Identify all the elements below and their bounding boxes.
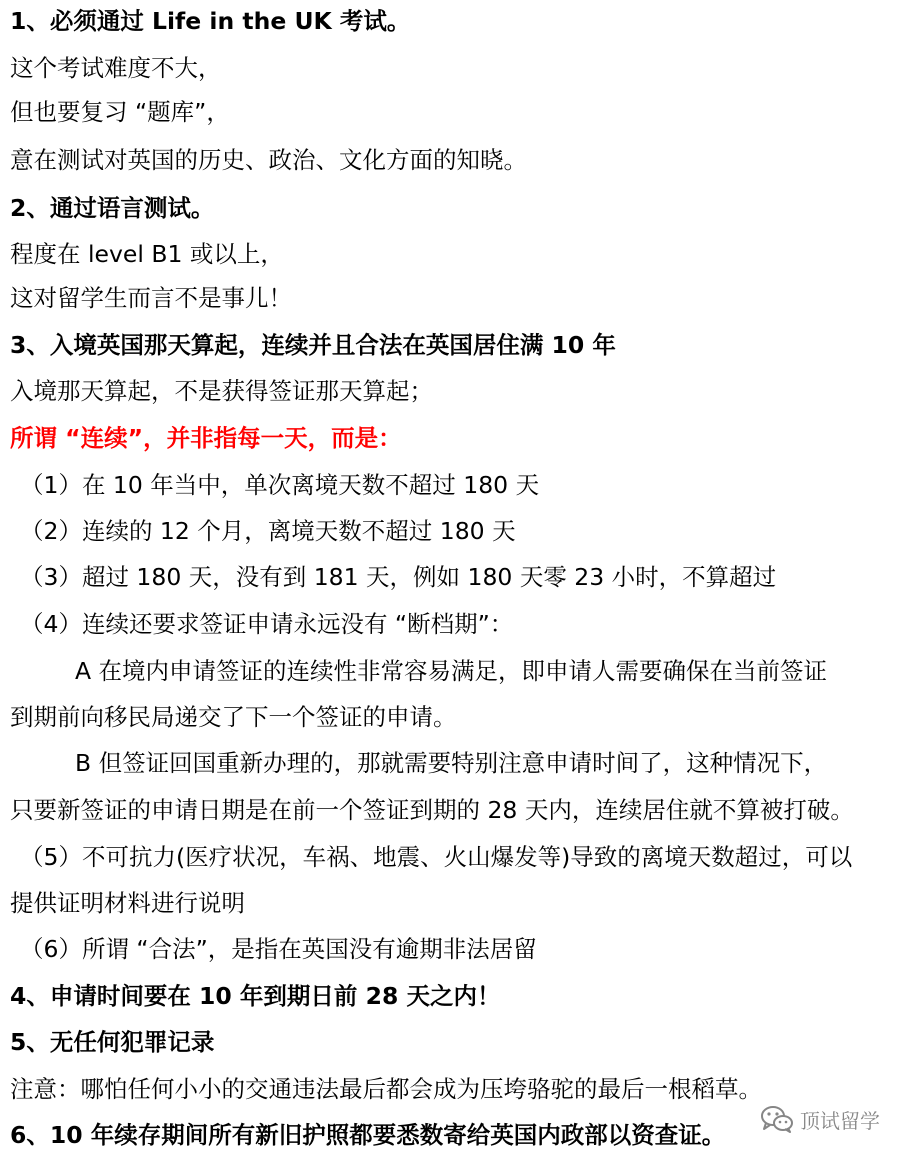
sub-item: B 但签证回国重新办理的，那就需要特别注意申请时间了，这种情况下， bbox=[75, 749, 828, 777]
heading-3: 3、入境英国那天算起，连续并且合法在英国居住满 10 年 bbox=[10, 331, 616, 359]
heading-1: 1、必须通过 Life in the UK 考试。 bbox=[10, 7, 411, 35]
text-line: 提供证明材料进行说明 bbox=[10, 889, 245, 917]
list-item: （4）连续还要求签证申请永远没有 “断档期”： bbox=[20, 610, 514, 638]
text-line: 这个考试难度不大， bbox=[10, 54, 222, 82]
sub-item: A 在境内申请签证的连续性非常容易满足，即申请人需要确保在当前签证 bbox=[75, 657, 828, 685]
heading-5: 5、无任何犯罪记录 bbox=[10, 1028, 215, 1056]
text-line: 到期前向移民局递交了下一个签证的申请。 bbox=[10, 703, 457, 731]
heading-2: 2、通过语言测试。 bbox=[10, 194, 215, 222]
heading-4: 4、申请时间要在 10 年到期日前 28 天之内！ bbox=[10, 982, 501, 1010]
list-item: （1）在 10 年当中，单次离境天数不超过 180 天 bbox=[20, 471, 540, 499]
list-item: （5）不可抗力(医疗状况，车祸、地震、火山爆发等)导致的离境天数超过，可以 bbox=[20, 843, 853, 871]
list-item: （6）所谓 “合法”，是指在英国没有逾期非法居留 bbox=[20, 935, 537, 963]
watermark bbox=[760, 1102, 880, 1136]
wechat-icon bbox=[760, 1104, 794, 1134]
text-line: 程度在 level B1 或以上， bbox=[10, 240, 284, 268]
list-item: （2）连续的 12 个月，离境天数不超过 180 天 bbox=[20, 517, 516, 545]
text-line: 只要新签证的申请日期是在前一个签证到期的 28 天内，连续居住就不算被打破。 bbox=[10, 796, 854, 824]
text-line: 意在测试对英国的历史、政治、文化方面的知晓。 bbox=[10, 146, 527, 174]
list-item: （3）超过 180 天，没有到 181 天，例如 180 天零 23 小时，不算超过 bbox=[20, 563, 777, 591]
heading-6: 6、10 年续存期间所有新旧护照都要悉数寄给英国内政部以资查证。 bbox=[10, 1121, 726, 1149]
text-line: 注意：哪怕任何小小的交通违法最后都会成为压垮骆驼的最后一根稻草。 bbox=[10, 1075, 762, 1103]
text-line: 但也要复习 “题库”， bbox=[10, 98, 230, 126]
highlight-line: 所谓 “连续”，并非指每一天，而是： bbox=[10, 424, 402, 452]
watermark-text: 顶试留学 bbox=[800, 1108, 880, 1133]
text-line: 这对留学生而言不是事儿！ bbox=[10, 284, 292, 312]
text-line: 入境那天算起，不是获得签证那天算起； bbox=[10, 377, 433, 405]
